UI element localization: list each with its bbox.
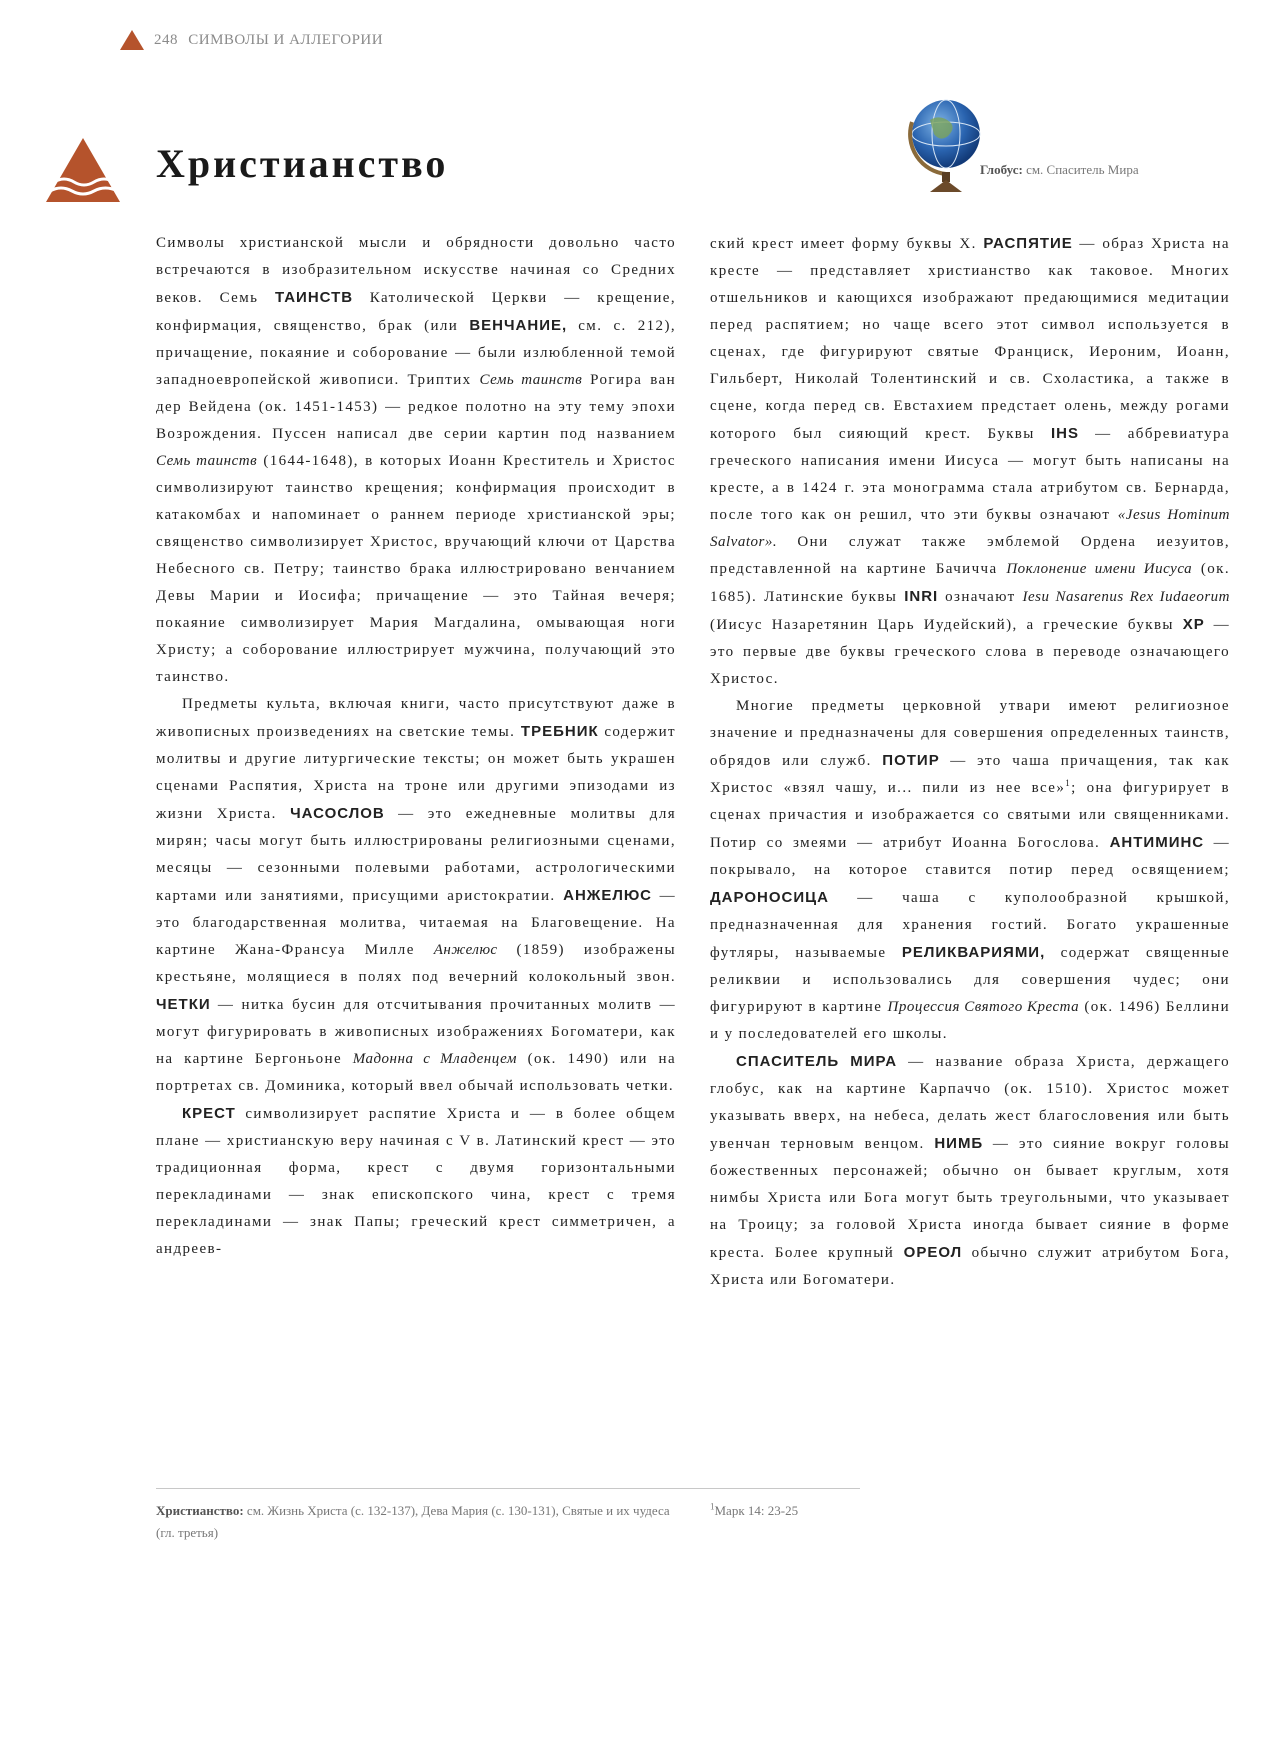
- triangle-mark-icon: [120, 30, 144, 50]
- cross-reference: Христианство: см. Жизнь Христа (с. 132-137), Дева Мария (с. 130-131), Святые и их чудеса (гл. третья): [156, 1503, 670, 1540]
- paragraph: Символы христианской мысли и обрядности довольно часто встречаются в изобразительном искусстве начиная со Средних веков. Семь ТАИНСТВ Католической Церкви — крещение, конфирмация, священство, брак (или ВЕНЧАНИЕ, см. с. 212), причащение, покаяние и соборование — были излюбленной темой западноевропейской живописи. Триптих Семь таинств Рогира ван дер Вейдена (ок. 1451-1453) — редкое полотно на эту тему эпохи Возрождения. Пуссен написал две серии картин под названием Семь таинств (1644-1648), в которых Иоанн Креститель и Христос символизируют таинство крещения; конфирмация происходит в катакомбах и напоминает о раннем периоде христианской эры; священство символизирует Христос, вручающий ключи от Царства Небесного св. Петру; таинство брака иллюстрировано венчанием Девы Марии и Иосифа; причащение — это Тайная вечеря; покаяние символизирует Мария Магдалина, омывающая ноги Христу; а соборование иллюстрирует мужчина, получающий это таинство.: [156, 235, 676, 685]
- section-title: СИМВОЛЫ И АЛЛЕГОРИИ: [188, 31, 384, 48]
- paragraph: СПАСИТЕЛЬ МИРА — название образа Христа, держащего глобус, как на картине Карпаччо (ок. 1510). Христос может указывать вверх, на небеса, делать жест благословения или быть увенчан терновым венцом. НИМБ — это сияние вокруг головы божественных персонажей; обычно он бывает круглым, хотя нимбы Христа или Бога могут быть треугольными, что указывает на Троицу; за головой Христа иногда бывает сияние в форме креста. Более крупный ОРЕОЛ обычно служит атрибутом Бога, Христа или Богоматери.: [710, 1053, 1231, 1288]
- page-title: Христианство: [156, 141, 449, 186]
- paragraph: Предметы культа, включая книги, часто присутствуют даже в живописных произведениях на светские темы. ТРЕБНИК содержит молитвы и другие литургические тексты; он может быть украшен сценами Распятия, Христа на троне или другими эпизодами из жизни Христа. ЧАСОСЛОВ — это ежедневные молитвы для мирян; часы могут быть иллюстрированы религиозными сценами, месяцы — сезонными полевыми работами, астрологическими картами или занятиями, присущими аристократии. АНЖЕЛЮС — это благодарственная молитва, читаемая на Благовещение. На картине Жана-Франсуа Милле Анжелюс (1859) изображены крестьяне, молящиеся в полях под вечерний колокольный звон. ЧЕТКИ — нитка бусин для отсчитывания прочитанных молитв — могут фигурировать в живописных изображениях Богоматери, как на картине Бергоньоне Мадонна с Младенцем (ок. 1490) или на портретах св. Доминика, который ввел обычай использовать четки.: [156, 696, 677, 1094]
- running-header: [120, 28, 383, 52]
- footnote: $^1$Марк 14: 23-25: [710, 1501, 799, 1518]
- paragraph: Многие предметы церковной утвари имеют религиозное значение и предназначены для совершения определенных таинств, обрядов или служб. ПОТИР — это чаша причащения, так как Христос «взял чашу, и... пили из нее все»$^1$; она фигурирует в сценах причастия и изображается со святыми или священниками. Потир со змеями — атрибут Иоанна Богослова. АНТИМИНС — покрывало, на которое ставится потир перед освящением; ДАРОНОСИЦА — чаша с куполообразной крышкой, предназначенная для хранения гостий. Богато украшенные футляры, называемые РЕЛИКВАРИЯМИ, содержат священные реликвии и использовались для совершения чудес; они фигурируют в картине Процессия Святого Креста (ок. 1496) Беллини и у последователей его школы.: [710, 698, 1231, 1042]
- paragraph: КРЕСТ символизирует распятие Христа и — в более общем плане — христианскую веру начиная с V в. Латинский крест — это традиционная форма, крест с двумя горизонтальными перекладинами — знак епископского чина, крест с тремя перекладинами — знак Папы; греческий крест симметричен, а андреев-: [156, 1105, 676, 1257]
- footnote-ref: 1: [1065, 778, 1072, 788]
- pyramid-wave-icon: [44, 136, 122, 206]
- page-number: 248: [154, 31, 178, 48]
- globe-icon: [900, 92, 990, 196]
- paragraph: ский крест имеет форму буквы X. РАСПЯТИЕ — образ Христа на кресте — представляет христианство как таковое. Многих отшельников и кающихся изображают предающимися медитации перед распятием; но чаще всего этот символ используется в сценах, где фигурируют святые Франциск, Иероним, Иоанн, Гильберт, Николай Толентинский и св. Схоластика, а также в сцене, когда перед св. Евстахием предстает олень, между рогами которого был сияющий крест. Буквы IHS — аббревиатура греческого написания имени Иисуса — могут быть написаны на кресте, а в 1424 г. эта монограмма стала атрибутом св. Бернарда, после того как он решил, что эти буквы означают «Jesus Hominum Salvator». Они служат также эмблемой Ордена иезуитов, представленной на картине Бачичча Поклонение имени Иисуса (ок. 1685). Латинские буквы INRI означают Iesu Nasarenus Rex Iudaeorum (Иисус Назаретянин Царь Иудейский), а греческие буквы ХР — это первые две буквы греческого слова в переводе означающего Христос.: [710, 235, 1231, 687]
- right-column: [710, 230, 1230, 1294]
- left-column: [156, 230, 676, 1263]
- globe-caption: Глобус: см. Спаситель Мира: [980, 162, 1139, 177]
- footer-divider: [156, 1488, 860, 1489]
